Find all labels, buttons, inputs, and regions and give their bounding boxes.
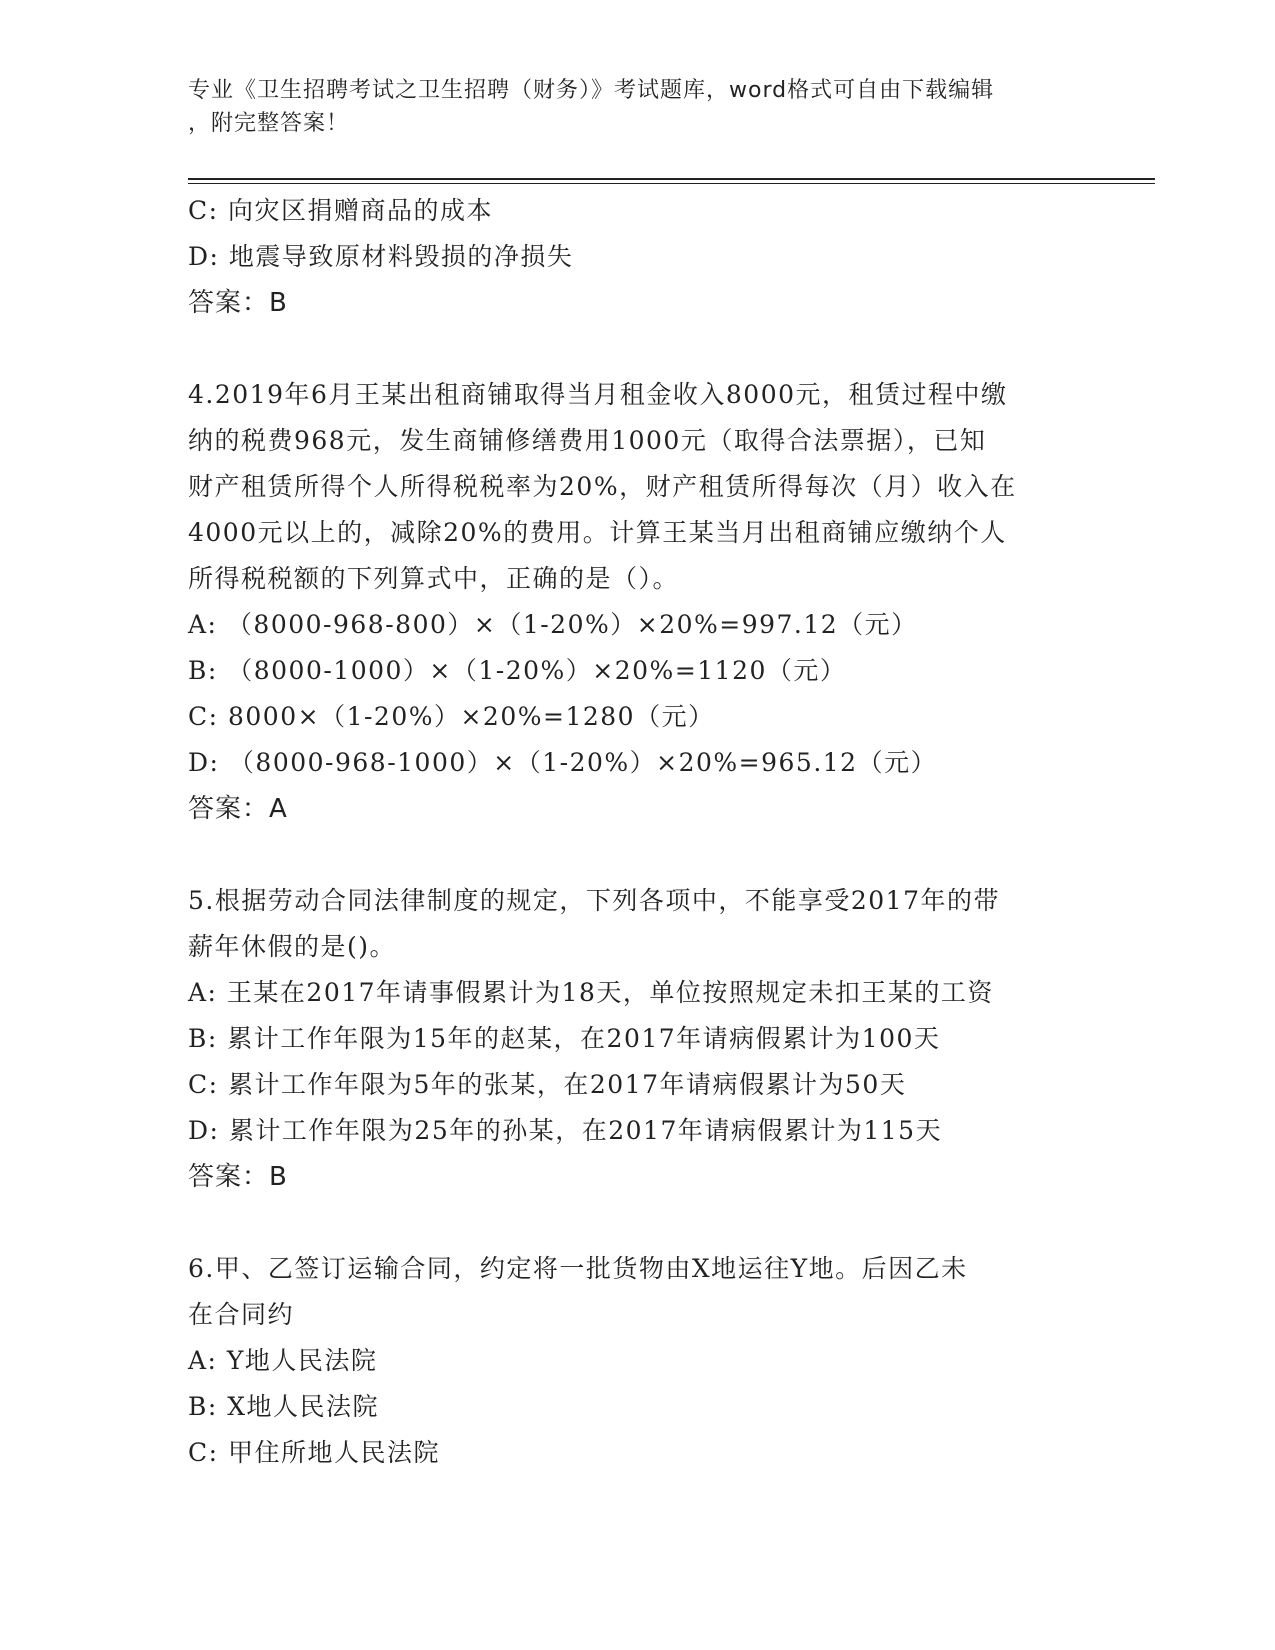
option-a: A: 王某在2017年请事假累计为18天，单位按照规定未扣王某的工资 xyxy=(188,978,994,1007)
spacer xyxy=(188,326,1088,372)
spacer xyxy=(188,832,1088,878)
question-text-line: 纳的税费968元，发生商铺修缮费用1000元（取得合法票据），已知 xyxy=(188,426,987,455)
question-text-line: 薪年休假的是()。 xyxy=(188,932,397,961)
question-text-line: 6.甲、乙签订运输合同，约定将一批货物由X地运往Y地。后因乙未 xyxy=(188,1254,968,1283)
option-c: C: 向灾区捐赠商品的成本 xyxy=(188,196,493,225)
question-text-line: 4.2019年6月王某出租商铺取得当月租金收入8000元，租赁过程中缴 xyxy=(188,380,1008,409)
option-d: D: （8000-968-1000）×（1-20%）×20%=965.12（元） xyxy=(188,748,938,777)
question-text-line: 财产租赁所得个人所得税税率为20%，财产租赁所得每次（月）收入在 xyxy=(188,472,1017,501)
question-list xyxy=(188,188,1088,1476)
question-6 xyxy=(188,1246,1088,1476)
option-c: C: 累计工作年限为5年的张某，在2017年请病假累计为50天 xyxy=(188,1070,907,1099)
option-a: A: Y地人民法院 xyxy=(188,1346,378,1375)
option-c: C: 甲住所地人民法院 xyxy=(188,1438,440,1467)
question-text-line: 在合同约 xyxy=(188,1300,295,1329)
option-c: C: 8000×（1-20%）×20%=1280（元） xyxy=(188,702,715,731)
question-text-line: 5.根据劳动合同法律制度的规定，下列各项中，不能享受2017年的带 xyxy=(188,886,1000,915)
answer-label: 答案：B xyxy=(188,1162,288,1192)
option-d: D: 累计工作年限为25年的孙某，在2017年请病假累计为115天 xyxy=(188,1116,943,1145)
spacer xyxy=(188,1200,1088,1246)
option-a: A: （8000-968-800）×（1-20%）×20%=997.12（元） xyxy=(188,610,918,639)
header-divider xyxy=(188,178,1155,184)
option-b: B: X地人民法院 xyxy=(188,1392,380,1421)
question-4 xyxy=(188,372,1088,832)
header-line-2: ，附完整答案！ xyxy=(188,111,350,136)
header-line-1: 专业《卫生招聘考试之卫生招聘（财务）》考试题库，word格式可自由下载编辑 xyxy=(188,78,995,103)
question-text-line: 4000元以上的，减除20%的费用。计算王某当月出租商铺应缴纳个人 xyxy=(188,518,1007,547)
option-b: B: 累计工作年限为15年的赵某，在2017年请病假累计为100天 xyxy=(188,1024,941,1053)
question-3-tail xyxy=(188,188,1088,326)
option-d: D: 地震导致原材料毁损的净损失 xyxy=(188,242,574,271)
document-header xyxy=(188,74,1068,140)
option-b: B: （8000-1000）×（1-20%）×20%=1120（元） xyxy=(188,656,847,685)
question-5 xyxy=(188,878,1088,1200)
answer-label: 答案：A xyxy=(188,794,288,824)
question-text-line: 所得税税额的下列算式中，正确的是（）。 xyxy=(188,564,680,593)
answer-label: 答案：B xyxy=(188,288,288,318)
